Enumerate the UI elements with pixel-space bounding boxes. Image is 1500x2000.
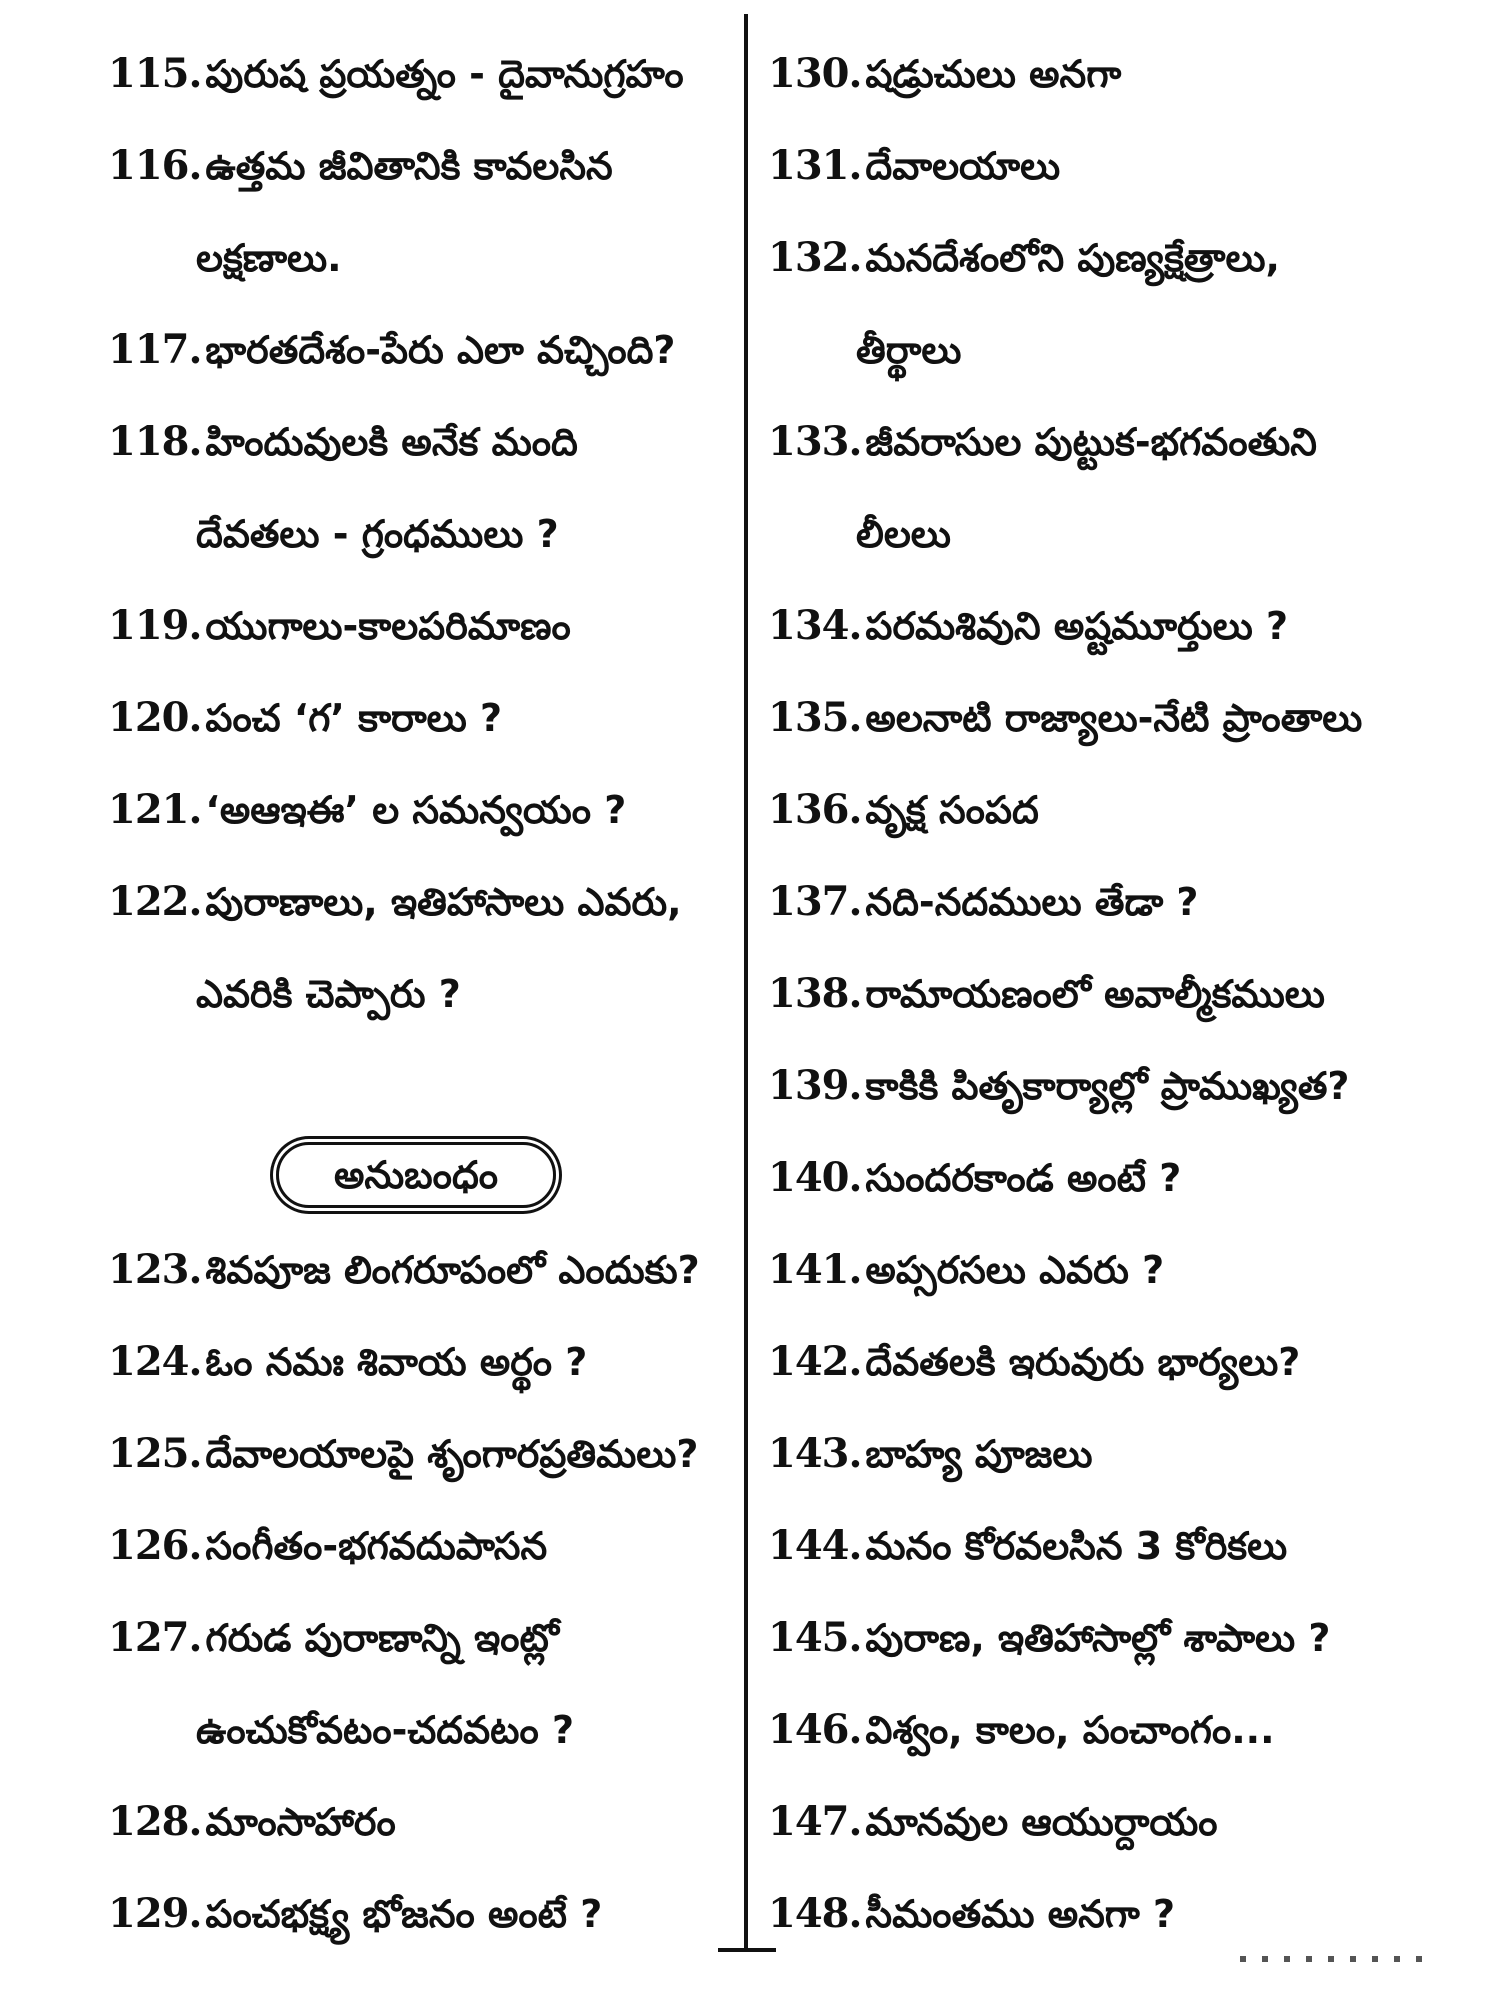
entry-number: 138. <box>768 970 862 1017</box>
entry-number: 116. <box>108 142 202 189</box>
entry-number: 129. <box>108 1890 202 1937</box>
toc-entry-132-cont <box>768 304 1448 396</box>
toc-entry-122 <box>108 856 738 948</box>
section-gap <box>108 1040 738 1132</box>
entry-number: 135. <box>768 694 862 741</box>
entry-title: దేవాలయాలపై శృంగారప్రతిమలు? <box>205 1432 699 1476</box>
toc-entry-147 <box>768 1776 1448 1868</box>
entry-number: 147. <box>768 1798 862 1845</box>
entry-number: 145. <box>768 1614 862 1661</box>
entry-title: హిందువులకి అనేక మంది <box>205 420 578 464</box>
entry-number: 148. <box>768 1890 862 1937</box>
toc-entry-135 <box>768 672 1448 764</box>
entry-number: 141. <box>768 1246 862 1293</box>
entry-number: 146. <box>768 1706 862 1753</box>
entry-title-continued: తీర్థాలు <box>856 328 962 372</box>
entry-number: 132. <box>768 234 862 281</box>
entry-title: సీమంతము అనగా ? <box>865 1892 1176 1936</box>
entry-number: 121. <box>108 786 202 833</box>
entry-title: నది-నదములు తేడా ? <box>865 880 1199 924</box>
entry-title: షడ్రుచులు అనగా <box>865 52 1122 96</box>
toc-entry-148 <box>768 1868 1448 1960</box>
entry-number: 136. <box>768 786 862 833</box>
toc-entry-141 <box>768 1224 1448 1316</box>
toc-entry-120 <box>108 672 738 764</box>
toc-entry-123 <box>108 1224 738 1316</box>
toc-entry-133 <box>768 396 1448 488</box>
entry-title-continued: ఎవరికి చెప్పారు ? <box>196 972 461 1016</box>
entry-number: 139. <box>768 1062 862 1109</box>
entry-title: భారతదేశం-పేరు ఎలా వచ్చింది? <box>205 328 676 372</box>
entry-number: 122. <box>108 878 202 925</box>
entry-number: 143. <box>768 1430 862 1477</box>
entry-title: మనదేశంలోని పుణ్యక్షేత్రాలు, <box>865 236 1280 280</box>
toc-entry-137 <box>768 856 1448 948</box>
appendix-heading-row <box>108 1132 738 1224</box>
toc-entry-139 <box>768 1040 1448 1132</box>
entry-title-continued: ఉంచుకోవటం-చదవటం ? <box>196 1708 574 1752</box>
entry-number: 123. <box>108 1246 202 1293</box>
toc-entry-144 <box>768 1500 1448 1592</box>
toc-entry-133-cont <box>768 488 1448 580</box>
entry-title: విశ్వం, కాలం, పంచాంగం... <box>865 1708 1275 1752</box>
toc-entry-140 <box>768 1132 1448 1224</box>
dotted-rule <box>1240 1956 1430 1962</box>
entry-title: బాహ్య పూజలు <box>865 1432 1093 1476</box>
entry-number: 117. <box>108 326 202 373</box>
entry-number: 140. <box>768 1154 862 1201</box>
entry-title: సుందరకాండ అంటే ? <box>865 1156 1182 1200</box>
appendix-heading: అనుబంధం <box>276 1142 556 1208</box>
toc-entry-142 <box>768 1316 1448 1408</box>
entry-title-continued: లీలలు <box>856 512 951 556</box>
toc-entry-127-cont <box>108 1684 738 1776</box>
entry-number: 119. <box>108 602 202 649</box>
entry-title: ఉత్తమ జీవితానికి కావలసిన <box>205 144 613 188</box>
entry-number: 142. <box>768 1338 862 1385</box>
toc-entry-134 <box>768 580 1448 672</box>
toc-entry-126 <box>108 1500 738 1592</box>
entry-title: పురాణాలు, ఇతిహాసాలు ఎవరు, <box>205 880 682 924</box>
entry-title: గరుడ పురాణాన్ని ఇంట్లో <box>205 1616 559 1660</box>
entry-number: 124. <box>108 1338 202 1385</box>
toc-entry-146 <box>768 1684 1448 1776</box>
toc-entry-122-cont <box>108 948 738 1040</box>
entry-title: పురాణ, ఇతిహాసాల్లో శాపాలు ? <box>865 1616 1331 1660</box>
toc-entry-118-cont <box>108 488 738 580</box>
entry-number: 127. <box>108 1614 202 1661</box>
entry-title: రామాయణంలో అవాల్మీకములు <box>865 972 1325 1016</box>
entry-number: 131. <box>768 142 862 189</box>
toc-entry-116 <box>108 120 738 212</box>
toc-entry-145 <box>768 1592 1448 1684</box>
entry-title: యుగాలు-కాలపరిమాణం <box>205 604 571 648</box>
entry-title: ఓం నమః శివాయ అర్థం ? <box>205 1340 588 1384</box>
toc-entry-119 <box>108 580 738 672</box>
entry-title: పంచ ‘గ’ కారాలు ? <box>205 696 502 740</box>
toc-entry-125 <box>108 1408 738 1500</box>
entry-number: 120. <box>108 694 202 741</box>
toc-entry-115 <box>108 28 738 120</box>
entry-number: 134. <box>768 602 862 649</box>
entry-title: సంగీతం-భగవదుపాసన <box>205 1524 548 1568</box>
entry-number: 137. <box>768 878 862 925</box>
entry-title: మనం కోరవలసిన 3 కోరికలు <box>865 1524 1288 1568</box>
entry-title-continued: లక్షణాలు. <box>196 236 342 280</box>
entry-title: దేవాలయాలు <box>865 144 1061 188</box>
toc-entry-127 <box>108 1592 738 1684</box>
right-column <box>768 28 1448 1960</box>
toc-entry-131 <box>768 120 1448 212</box>
column-divider <box>744 14 748 1950</box>
toc-entry-136 <box>768 764 1448 856</box>
entry-title: దేవతలకి ఇరువురు భార్యలు? <box>865 1340 1301 1384</box>
toc-entry-118 <box>108 396 738 488</box>
toc-entry-128 <box>108 1776 738 1868</box>
entry-number: 115. <box>108 50 202 97</box>
entry-title: పురుష ప్రయత్నం - దైవానుగ్రహం <box>205 52 684 96</box>
entry-title: కాకికి పితృకార్యాల్లో ప్రాముఖ్యత? <box>865 1064 1350 1108</box>
entry-number: 144. <box>768 1522 862 1569</box>
entry-title: జీవరాసుల పుట్టుక-భగవంతుని <box>865 420 1317 464</box>
entry-title: అలనాటి రాజ్యాలు-నేటి ప్రాంతాలు <box>865 696 1363 740</box>
toc-entry-132 <box>768 212 1448 304</box>
entry-title: పంచభక్ష్య భోజనం అంటే ? <box>205 1892 603 1936</box>
entry-title: పరమశివుని అష్టమూర్తులు ? <box>865 604 1289 648</box>
toc-entry-116-cont <box>108 212 738 304</box>
toc-entry-124 <box>108 1316 738 1408</box>
entry-title-continued: దేవతలు - గ్రంధములు ? <box>196 512 559 556</box>
entry-number: 118. <box>108 418 202 465</box>
left-column <box>108 28 738 1960</box>
entry-number: 125. <box>108 1430 202 1477</box>
entry-title: వృక్ష సంపద <box>865 788 1039 832</box>
entry-title: మానవుల ఆయుర్దాయం <box>865 1800 1218 1844</box>
toc-entry-138 <box>768 948 1448 1040</box>
entry-number: 130. <box>768 50 862 97</box>
entry-title: అప్సరసలు ఎవరు ? <box>865 1248 1165 1292</box>
entry-number: 126. <box>108 1522 202 1569</box>
toc-entry-129 <box>108 1868 738 1960</box>
entry-number: 133. <box>768 418 862 465</box>
toc-entry-121 <box>108 764 738 856</box>
toc-entry-143 <box>768 1408 1448 1500</box>
entry-number: 128. <box>108 1798 202 1845</box>
toc-entry-130 <box>768 28 1448 120</box>
entry-title: శివపూజ లింగరూపంలో ఎందుకు? <box>205 1248 700 1292</box>
entry-title: ‘అఆఇఈ’ ల సమన్వయం ? <box>205 788 627 832</box>
toc-entry-117 <box>108 304 738 396</box>
entry-title: మాంసాహారం <box>205 1800 396 1844</box>
